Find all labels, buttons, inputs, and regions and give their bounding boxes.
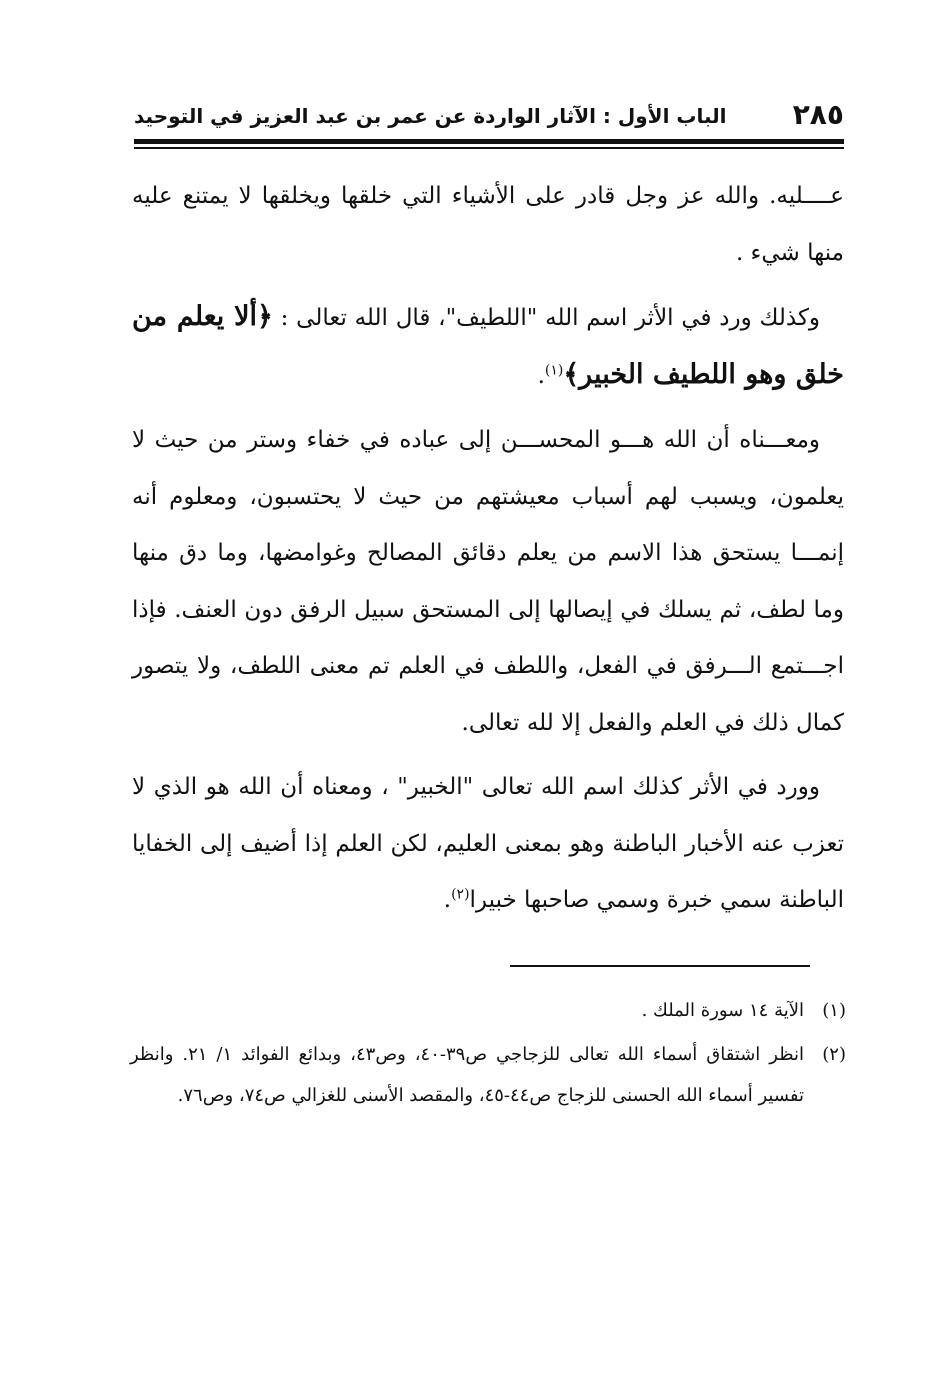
footnote-number: (١)	[822, 1000, 846, 1021]
running-title: الباب الأول : الآثار الواردة عن عمر بن عبد العزيز في التوحيد	[134, 104, 727, 128]
footnote-text: الآية ١٤ سورة الملك .	[641, 1000, 804, 1021]
footnote-number: (٢)	[822, 1044, 846, 1065]
footnote-text: انظر اشتقاق أسماء الله تعالى للزجاجي ص٣٩-٤٠، وص٤٣، وبدائع الفوائد ١/ ٢١. وانظر تفسير أسماء الله الحسنى للزجاج ص٤٤-٤٥، والمقصد الأسنى للغزالي ص٧٤، وص٧٦.	[130, 1044, 804, 1106]
paragraph-1: عــــليه. والله عز وجل قادر على الأشياء التي خلقها ويخلقها لا يمتنع عليه منها شيء .	[132, 183, 844, 266]
main-text	[132, 168, 844, 937]
paragraph-2-text: وكذلك ورد في الأثر اسم الله "اللطيف"، قال الله تعالى :	[272, 305, 820, 331]
footnote-2	[130, 1034, 846, 1116]
footnote-ref-1: (١)	[544, 361, 564, 378]
footnote-separator	[510, 965, 810, 967]
paragraph-2-end: .	[537, 362, 545, 389]
page-header	[134, 96, 844, 136]
header-rule-thin	[134, 147, 844, 149]
quran-verse: ﴿ألا يعلم من خلق وهو اللطيف الخبير﴾	[132, 301, 844, 390]
page-number: ٢٨٥	[792, 98, 844, 131]
paragraph-2	[132, 289, 844, 404]
footnote-ref-2: (٢)	[451, 886, 470, 903]
paragraph-3: ومعـــناه أن الله هـــو المحســـن إلى عباده في خفاء وستر من حيث لا يعلمون، ويسبب لهم أسباب معيشتهم من حيث لا يحتسبون، ومعلوم أنه إنمـــا يستحق هذا الاسم من يعلم دقائق المصالح وغوامضها، وما دق منها وما لطف، ثم يسلك في إيصالها إلى المستحق سبيل الرفق دون العنف. فإذا اجـــتمع الـــرفق في الفعل، واللطف في العلم تم معنى اللطف، ولا يتصور كمال ذلك في العلم والفعل إلا لله تعالى.	[132, 427, 844, 736]
paragraph-4-end: .	[443, 887, 452, 913]
header-rule-thick	[134, 139, 844, 144]
paragraph-4	[132, 759, 844, 929]
footnote-1	[130, 990, 846, 1031]
footnotes	[130, 990, 846, 1119]
paragraph-4-text: وورد في الأثر كذلك اسم الله تعالى "الخبير" ، ومعناه أن الله هو الذي لا تعزب عنه الأخبار الباطنة وهو بمعنى العليم، لكن العلم إذا أضيف إلى الخفايا الباطنة سمي خبرة وسمي صاحبها خبيرا	[132, 774, 844, 913]
